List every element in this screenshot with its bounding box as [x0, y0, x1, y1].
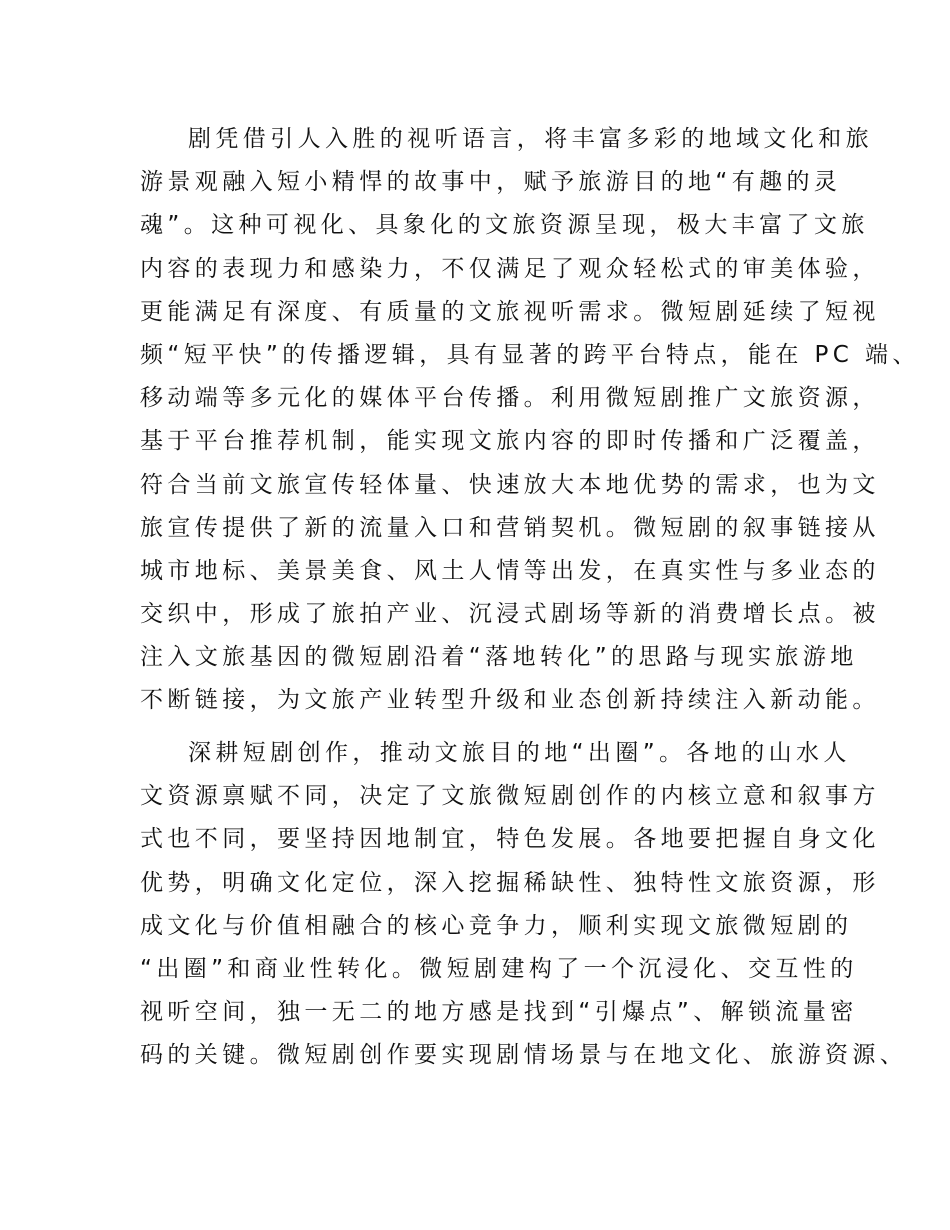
- text-line: 不断链接，为文旅产业转型升级和业态创新持续注入新动能。: [140, 687, 880, 714]
- text-line: 游景观融入短小精悍的故事中，赋予旅游目的地“有趣的灵: [140, 169, 842, 196]
- text-line: 深耕短剧创作，推动文旅目的地“出圈”。各地的山水人: [188, 740, 851, 766]
- text-line: 交织中，形成了旅拍产业、沉浸式剧场等新的消费增长点。被: [140, 601, 880, 628]
- text-line: 优势，明确文化定位，深入挖掘稀缺性、独特性文旅资源，形: [140, 869, 880, 896]
- text-line: “出圈”和商业性转化。微短剧建构了一个沉浸化、交互性的: [140, 955, 858, 982]
- text-line: 内容的表现力和感染力，不仅满足了观众轻松式的审美体验，: [140, 255, 880, 282]
- text-line: 码的关键。微短剧创作要实现剧情场景与在地文化、旅游资源、: [140, 1042, 908, 1069]
- text-line: 视听空间，独一无二的地方感是找到“引爆点”、解锁流量密: [140, 999, 858, 1026]
- text-line: 旅宣传提供了新的流量入口和营销契机。微短剧的叙事链接从: [140, 514, 880, 541]
- text-line: 剧凭借引人入胜的视听语言，将丰富多彩的地域文化和旅: [188, 126, 873, 152]
- text-line: 移动端等多元化的媒体平台传播。利用微短剧推广文旅资源，: [140, 385, 880, 412]
- text-line: 成文化与价值相融合的核心竞争力，顺利实现文旅微短剧的: [140, 912, 853, 939]
- text-line: 频“短平快”的传播逻辑，具有显著的跨平台特点，能在 PC 端、: [140, 341, 920, 368]
- text-line: 更能满足有深度、有质量的文旅视听需求。微短剧延续了短视: [140, 298, 880, 325]
- text-line: 注入文旅基因的微短剧沿着“落地转化”的思路与现实旅游地: [140, 644, 858, 671]
- text-line: 基于平台推荐机制，能实现文旅内容的即时传播和广泛覆盖，: [140, 428, 880, 455]
- text-line: 魂”。这种可视化、具象化的文旅资源呈现，极大丰富了文旅: [140, 212, 869, 239]
- text-line: 城市地标、美景美食、风土人情等出发，在真实性与多业态的: [140, 557, 880, 584]
- text-line: 符合当前文旅宣传轻体量、快速放大本地优势的需求，也为文: [140, 471, 880, 498]
- text-line: 式也不同，要坚持因地制宜，特色发展。各地要把握自身文化: [140, 826, 880, 853]
- paragraph-1: [140, 118, 920, 723]
- paragraph-2: [140, 732, 908, 1078]
- text-line: 文资源禀赋不同，决定了文旅微短剧创作的内核立意和叙事方: [140, 783, 880, 810]
